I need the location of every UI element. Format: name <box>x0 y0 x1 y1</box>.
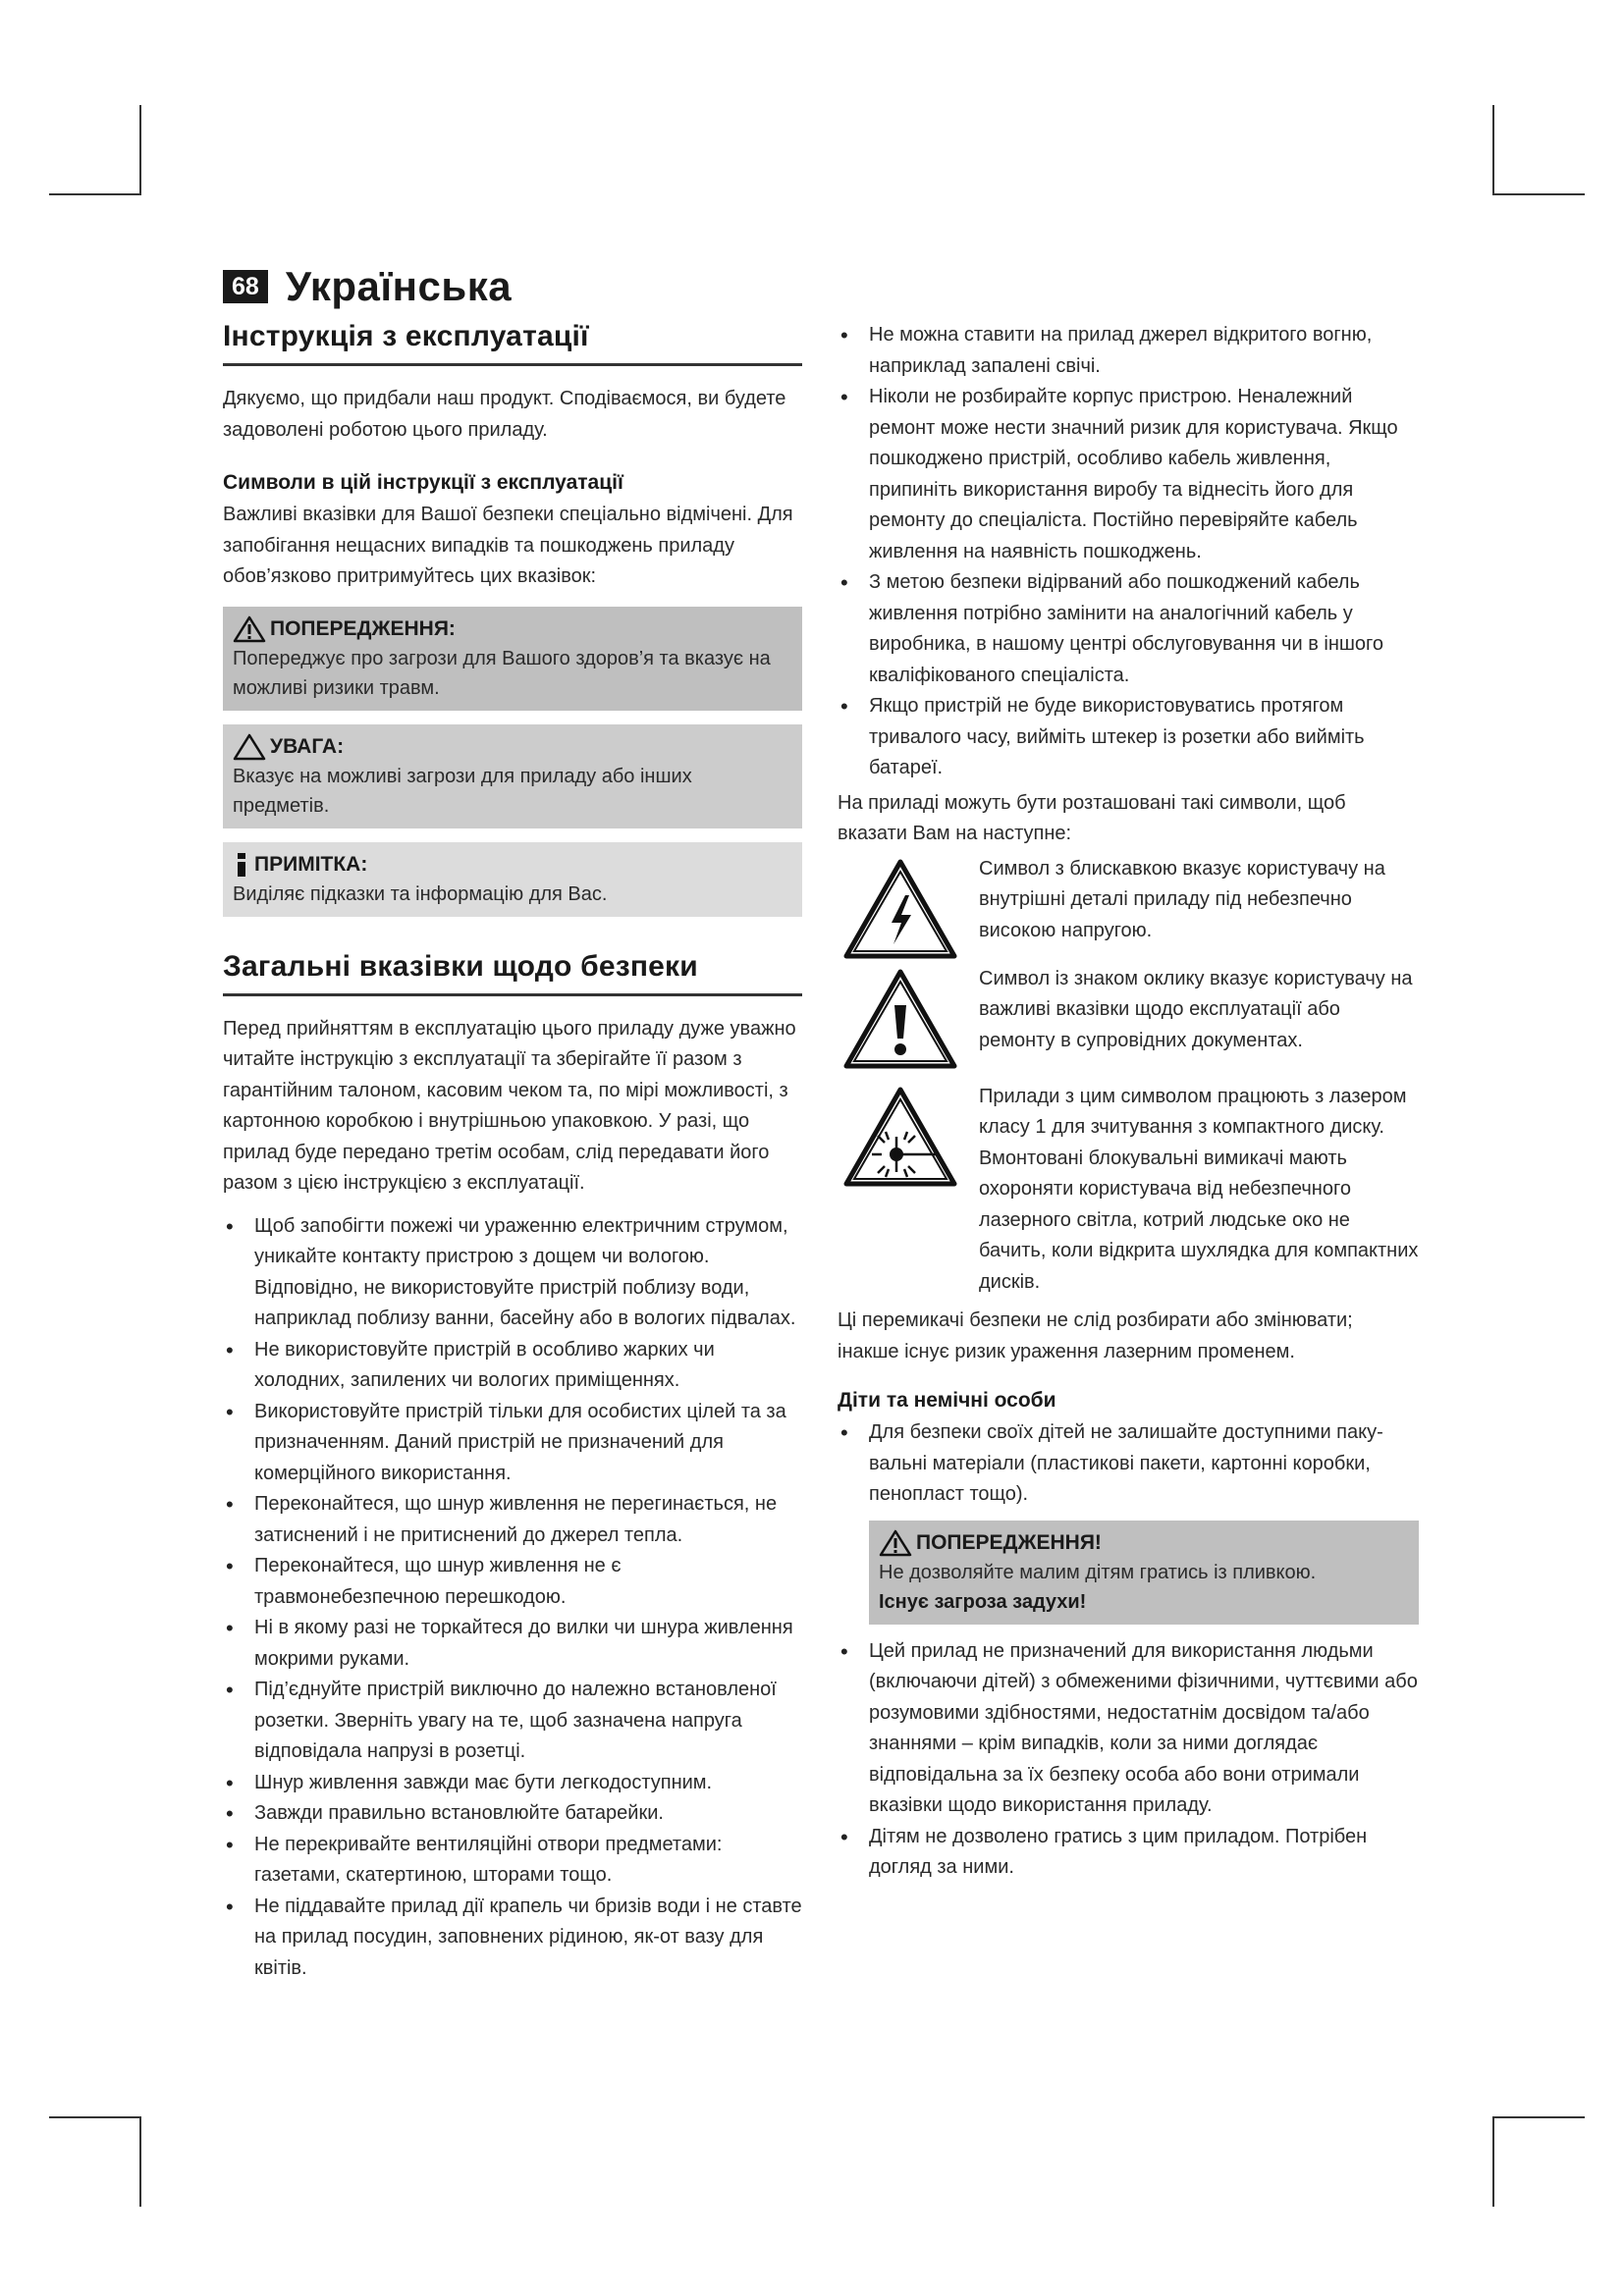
crop-mark <box>1492 2116 1494 2207</box>
list-item: • Не використовуйте пристрій в особливо жарких чи холодних, запилених чи вологих приміщеннях. <box>223 1335 802 1397</box>
list-item: • Не піддавайте прилад дії крапель чи бризів води і не ставте на прилад посудин, заповнених рідиною, як-от вазу для квітів. <box>223 1892 802 1985</box>
children-bullet-list-more <box>838 1636 1419 1884</box>
crop-mark <box>139 2116 141 2207</box>
child-warning-box <box>869 1521 1419 1625</box>
crop-mark <box>49 2116 139 2118</box>
list-item: • Ніколи не розбирайте корпус пристрою. Неналежний ремонт може нести значний ризик для користувача. Якщо пошкоджено пристрій, особливо кабель живлення, припиніть використання виробу та віднесіть його для ремонту до спеціаліста. Постійно перевіряйте кабель живлення на наявність пошкоджень. <box>838 382 1419 567</box>
symbol-exclamation-text: Символ із знаком оклику вказує користувачу на важливі вказівки щодо експлуатації або ремонту в супровідних документах. <box>979 967 1413 1051</box>
child-warning-bold: Існує загроза задухи! <box>879 1590 1087 1613</box>
crop-mark <box>1494 2116 1585 2118</box>
list-item: • Під’єднуйте пристрій виключно до належно встановленої розетки. Зверніть увагу на те, щоб зазначена напруга відповідала напрузі в розетці. <box>223 1675 802 1768</box>
language-title: Українська <box>285 263 513 309</box>
symbol-laser-text: Прилади з цим символом працюють з лазером класу 1 для зчитування з компактного диску. Вмонтовані блокувальні вимикачі мають охороняти користувача від небезпечного лазерного світла, котрий людське око не бачить, коли відкрита шухлядка для компактних дисків. <box>979 1085 1419 1293</box>
list-item: • Ні в якому разі не торкайтеся до вилки чи шнура живлення мокрими руками. <box>223 1613 802 1675</box>
intro-text: Дякуємо, що придбали наш продукт. Сподіваємося, ви будете задоволені роботою цього приладу. <box>223 388 786 441</box>
exclamation-warning-icon <box>842 968 958 1070</box>
list-item: • Не перекривайте вентиляційні отвори предметами: газетами, скатертиною, шторами тощо. <box>223 1830 802 1892</box>
left-column <box>223 320 802 1984</box>
safety-bullet-list-continued <box>838 320 1419 784</box>
laser-hazard-icon <box>842 1086 958 1188</box>
child-warning-label: ПОПЕРЕДЖЕННЯ! <box>916 1530 1102 1554</box>
list-item: • Не можна ставити на прилад джерел відкритого вогню, наприклад запалені свічі. <box>838 320 1419 382</box>
warning-text: Попереджує про загрози для Вашого здоров’я та вказує на можливі ризики травм. <box>233 647 771 699</box>
warning-triangle-icon <box>879 1529 912 1557</box>
list-item: • Шнур живлення завжди має бути легкодоступним. <box>223 1768 802 1799</box>
list-item: • Щоб запобігти пожежі чи ураженню електричним струмом, уникайте контакту пристрою з дощем чи вологою. Відповідно, не використовуйте пристрій поблизу води, наприклад поблизу ванни, басейну або в вологих підвалах. <box>223 1211 802 1335</box>
list-item: • Використовуйте пристрій тільки для особистих цілей та за призначенням. Даний пристрій не призначений для комерційного використання. <box>223 1397 802 1490</box>
device-symbols-intro: На приладі можуть бути розташовані такі символи, щоб вказати Вам на наступне: <box>838 791 1346 844</box>
page-header <box>223 263 512 310</box>
crop-mark <box>1492 105 1494 195</box>
laser-note: Ці перемикачі безпеки не слід розбирати або змінювати; інакше існує ризик ураження лазерним променем. <box>838 1309 1353 1362</box>
warning-label: ПОПЕРЕДЖЕННЯ: <box>270 616 456 640</box>
high-voltage-icon <box>842 858 958 960</box>
note-box <box>223 842 802 917</box>
list-item: • З метою безпеки відірваний або пошкоджений кабель живлення потрібно замінити на аналогічний кабель у виробника, в нашому центрі обслуговування чи в іншого кваліфікованого спеціаліста. <box>838 567 1419 691</box>
caution-label: УВАГА: <box>270 734 345 758</box>
safety-intro: Перед прийняттям в експлуатацію цього приладу дуже уважно читайте інструкцію з експлуатації та зберігайте її разом з гарантійним талоном, касовим чеком та, по мірі можливості, з картонною коробкою і внутрішньою упаковкою. У разі, що прилад буде передано третім особам, слід передавати його разом з цією інструкцією з експлуатації. <box>223 1017 796 1194</box>
right-column <box>838 320 1419 1884</box>
children-bullet-list <box>838 1417 1419 1511</box>
symbol-row-exclamation <box>838 964 1419 1070</box>
list-item: • Переконайтеся, що шнур живлення не є травмонебезпечною перешкодою. <box>223 1551 802 1613</box>
section-title-instructions: Інструкція з експлуатації <box>223 320 802 366</box>
page-number: 68 <box>223 270 268 303</box>
caution-triangle-icon <box>233 733 266 761</box>
crop-mark <box>49 193 139 195</box>
symbol-row-laser <box>838 1082 1419 1299</box>
list-item: • Завжди правильно встановлюйте батарейки. <box>223 1798 802 1830</box>
symbols-heading: Символи в цій інструкції з експлуатації <box>223 471 623 494</box>
caution-box <box>223 724 802 828</box>
symbol-lightning-text: Символ з блискавкою вказує користувачу на внутрішні деталі приладу під небезпечно високою напругою. <box>979 857 1385 941</box>
symbol-row-lightning <box>838 854 1419 960</box>
warning-box <box>223 607 802 711</box>
caution-text: Вказує на можливі загрози для приладу або інших предметів. <box>233 765 692 817</box>
list-item: • Цей прилад не призначений для використання людьми (включаючи дітей) з обмеженими фізичними, чуттєвими або розумовими здібностями, недостатнім досвідом та/або знаннями – крім випадків, коли за ними доглядає відповідальна за їх безпеку особа або вони отримали вказівки щодо використання приладу. <box>838 1636 1419 1822</box>
note-text: Виділяє підказки та інформацію для Вас. <box>233 882 608 905</box>
list-item: • Для безпеки своїх дітей не залишайте доступними паку-вальні матеріали (пластикові пакети, картонні коробки, пенопласт тощо). <box>838 1417 1419 1511</box>
info-icon <box>233 851 250 879</box>
crop-mark <box>1494 193 1585 195</box>
note-label: ПРИМІТКА: <box>254 852 368 876</box>
safety-bullet-list <box>223 1211 802 1985</box>
child-warning-text: Не дозволяйте малим дітям гратись із пливкою. <box>879 1561 1317 1583</box>
list-item: • Дітям не дозволено гратись з цим приладом. Потрібен догляд за ними. <box>838 1822 1419 1884</box>
list-item: • Якщо пристрій не буде використовуватись протягом тривалого часу, вийміть штекер із розетки або вийміть батареї. <box>838 691 1419 784</box>
symbols-text: Важливі вказівки для Вашої безпеки спеціально відмічені. Для запобігання нещасних випадків та пошкоджень приладу обов’язково притримуйтесь цих вказівок: <box>223 504 793 587</box>
section-title-safety: Загальні вказівки щодо безпеки <box>223 950 802 996</box>
children-heading: Діти та немічні особи <box>838 1389 1056 1412</box>
warning-triangle-icon <box>233 615 266 643</box>
crop-mark <box>139 105 141 195</box>
list-item: • Переконайтеся, що шнур живлення не перегинається, не затиснений і не притиснений до джерел тепла. <box>223 1489 802 1551</box>
